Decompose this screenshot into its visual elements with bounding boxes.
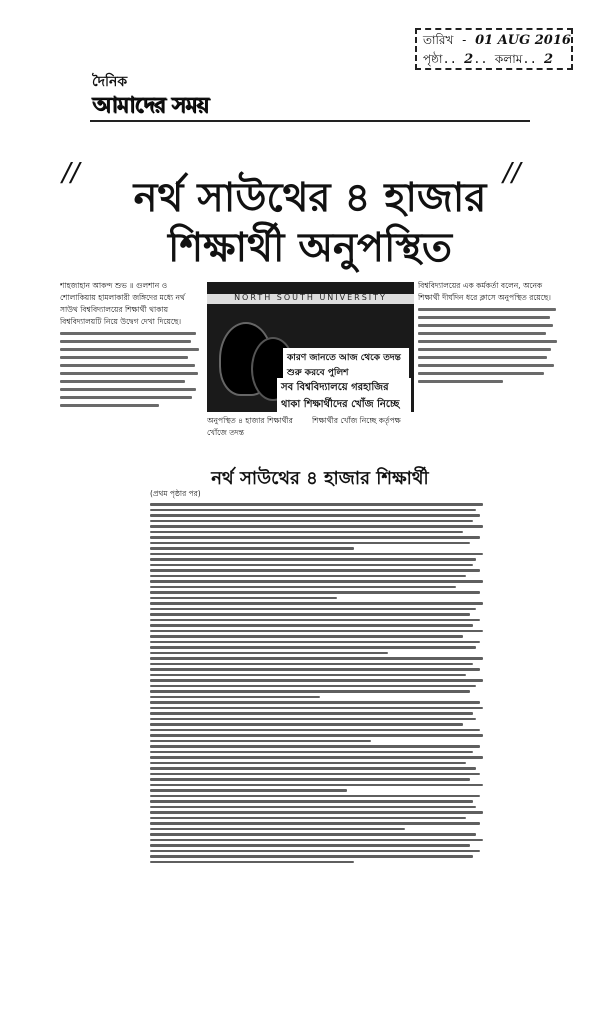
photo-caption-1: কারণ জানতে আজ থেকে তদন্ত শুরু করবে পুলিশ (283, 348, 409, 382)
bottom-right-text: শিক্ষার্থীর খোঁজ নিচ্ছে কর্তৃপক্ষ (312, 416, 401, 425)
photo-caption-2: সব বিশ্ববিদ্যালয়ে গরহাজির থাকা শিক্ষার্থীদের খোঁজ নিচ্ছে (277, 378, 411, 412)
column-value: 2 (544, 52, 554, 67)
left-column-text-lines (60, 332, 202, 460)
column-label: কলাম (494, 52, 523, 66)
masthead-logo: আমাদের সময় (92, 93, 209, 118)
quote-mark-left: // (62, 158, 80, 188)
left-column-intro: শাহজাহান আকন্দ শুভ ॥ গুলশান ও শোলাকিয়ায় হামলাকারী জঙ্গিদের মধ্যে নর্থ সাউথ বিশ্ববিদ্যালয়ের শিক্ষার্থী থাকায় বিশ্ববিদ্যালয়টি নিয়ে উদ্বেগ দেখা দিয়েছে। (60, 281, 185, 326)
quote-mark-right: // (503, 158, 521, 188)
headline-line-1: নর্থ সাউথের ৪ হাজার (133, 175, 487, 221)
continuation-jump: (প্রথম পৃষ্ঠার পর) (150, 489, 201, 498)
news-photo (207, 282, 414, 412)
bottom-left-text: অনুপস্থিত ৪ হাজার শিক্ষার্থীর খোঁজে তদন্ত (207, 416, 293, 437)
bottom-right-snippet (312, 415, 414, 450)
date-label: তারিখ (423, 33, 454, 47)
date-value: 01 AUG 2016 (475, 33, 571, 48)
masthead-rule (90, 120, 530, 122)
right-column-text-lines (418, 308, 560, 460)
right-column-intro: বিশ্ববিদ্যালয়ের এক কর্মকর্তা বলেন, অনেক শিক্ষার্থী দীর্ঘদিন ধরে ক্লাসে অনুপস্থিত রয়েছে। (418, 281, 551, 302)
continuation-title: নর্থ সাউথের ৪ হাজার শিক্ষার্থী (211, 468, 429, 489)
page-label: পৃষ্ঠা (423, 52, 443, 66)
date-stamp: তারিখ - 01 AUG 2016 পৃষ্ঠা.. 2.. কলাম.. 2 (415, 28, 573, 70)
photo-banner-text: NORTH SOUTH UNIVERSITY (234, 293, 387, 302)
continuation-body (150, 488, 490, 1018)
right-column (418, 280, 560, 460)
masthead-prefix: দৈনিক (92, 74, 128, 90)
headline-line-2: শিক্ষার্থী অনুপস্থিত (168, 225, 452, 271)
bottom-left-snippet (207, 415, 307, 450)
left-column (60, 280, 202, 460)
page-value: 2 (464, 52, 474, 67)
continuation-text-lines (150, 503, 490, 1018)
